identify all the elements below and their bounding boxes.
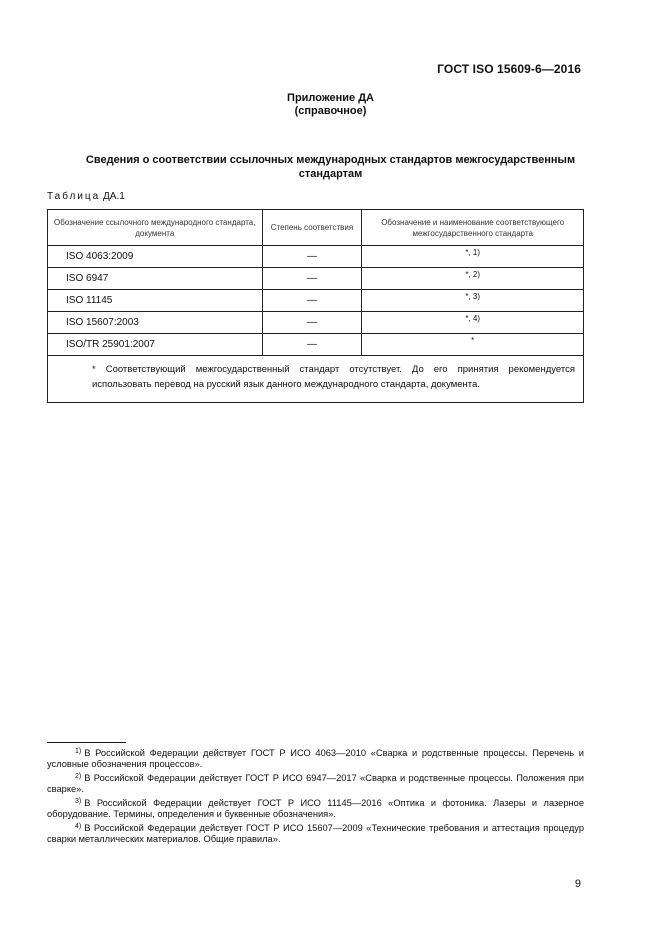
footnote bbox=[47, 796, 584, 820]
document-code: ГОСТ ISO 15609-6—2016 bbox=[437, 62, 581, 76]
column-header-national: Обозначение и наименование соответствующего межгосударственного стандарта bbox=[362, 210, 584, 246]
cell-degree: — bbox=[262, 290, 362, 312]
footnote-divider bbox=[47, 742, 126, 743]
table-note bbox=[48, 356, 584, 403]
table-header-row bbox=[48, 210, 584, 246]
table-row bbox=[48, 290, 584, 312]
footnote-number: 1) bbox=[75, 748, 82, 755]
cell-national: *, 3) bbox=[362, 290, 584, 312]
cell-national: *, 1) bbox=[362, 246, 584, 268]
cell-standard: ISO/TR 25901:2007 bbox=[48, 334, 263, 356]
column-header-degree: Степень соответствия bbox=[262, 210, 362, 246]
cell-standard: ISO 11145 bbox=[48, 290, 263, 312]
footnote bbox=[47, 821, 584, 845]
footnote-text: В Российской Федерации действует ГОСТ Р ИСО 4063—2010 «Сварка и родственные процессы. Перечень и условные обозначения процессов». bbox=[47, 748, 584, 769]
annex-heading bbox=[0, 92, 661, 118]
table-label bbox=[47, 191, 125, 202]
cell-degree: — bbox=[262, 246, 362, 268]
table-row bbox=[48, 334, 584, 356]
footnote-text: В Российской Федерации действует ГОСТ Р ИСО 15607—2009 «Технические требования и аттестация процедур сварки металлических материалов. Общие правила». bbox=[47, 823, 584, 844]
annex-title: Приложение ДА bbox=[287, 92, 374, 104]
table-row bbox=[48, 268, 584, 290]
footnote-text: В Российской Федерации действует ГОСТ Р ИСО 6947—2017 «Сварка и родственные процессы. Положения при сварке». bbox=[47, 773, 584, 794]
cell-national: *, 2) bbox=[362, 268, 584, 290]
footnote-number: 2) bbox=[75, 773, 82, 780]
cell-national: *, 4) bbox=[362, 312, 584, 334]
table-note-text: * Соответствующий межгосударственный стандарт отсутствует. До его принятия рекомендуется использовать перевод на русский язык данного международного стандарта, документа. bbox=[92, 364, 575, 390]
cell-standard: ISO 6947 bbox=[48, 268, 263, 290]
page-number: 9 bbox=[574, 878, 581, 890]
cell-standard: ISO 15607:2003 bbox=[48, 312, 263, 334]
column-header-standard: Обозначение ссылочного международного стандарта, документа bbox=[48, 210, 263, 246]
footnotes bbox=[47, 746, 584, 846]
table-label-number: ДА.1 bbox=[103, 191, 125, 202]
cell-standard: ISO 4063:2009 bbox=[48, 246, 263, 268]
table-label-word: Таблица bbox=[47, 191, 101, 202]
cell-national: * bbox=[362, 334, 584, 356]
cell-degree: — bbox=[262, 268, 362, 290]
footnote-number: 3) bbox=[75, 798, 82, 805]
footnote-text: В Российской Федерации действует ГОСТ Р ИСО 11145—2016 «Оптика и фотоника. Лазеры и лазерное оборудование. Термины, определения и буквенные обозначения». bbox=[47, 798, 584, 819]
cell-degree: — bbox=[262, 334, 362, 356]
table-row bbox=[48, 246, 584, 268]
table-note-row bbox=[48, 356, 584, 403]
footnote bbox=[47, 771, 584, 795]
table-row bbox=[48, 312, 584, 334]
footnote bbox=[47, 746, 584, 770]
footnote-number: 4) bbox=[75, 823, 82, 830]
cell-degree: — bbox=[262, 312, 362, 334]
section-title: Сведения о соответствии ссылочных международных стандартов межгосударственным стандартам bbox=[85, 154, 576, 180]
correspondence-table bbox=[47, 209, 584, 403]
annex-subtitle: (справочное) bbox=[294, 105, 367, 117]
